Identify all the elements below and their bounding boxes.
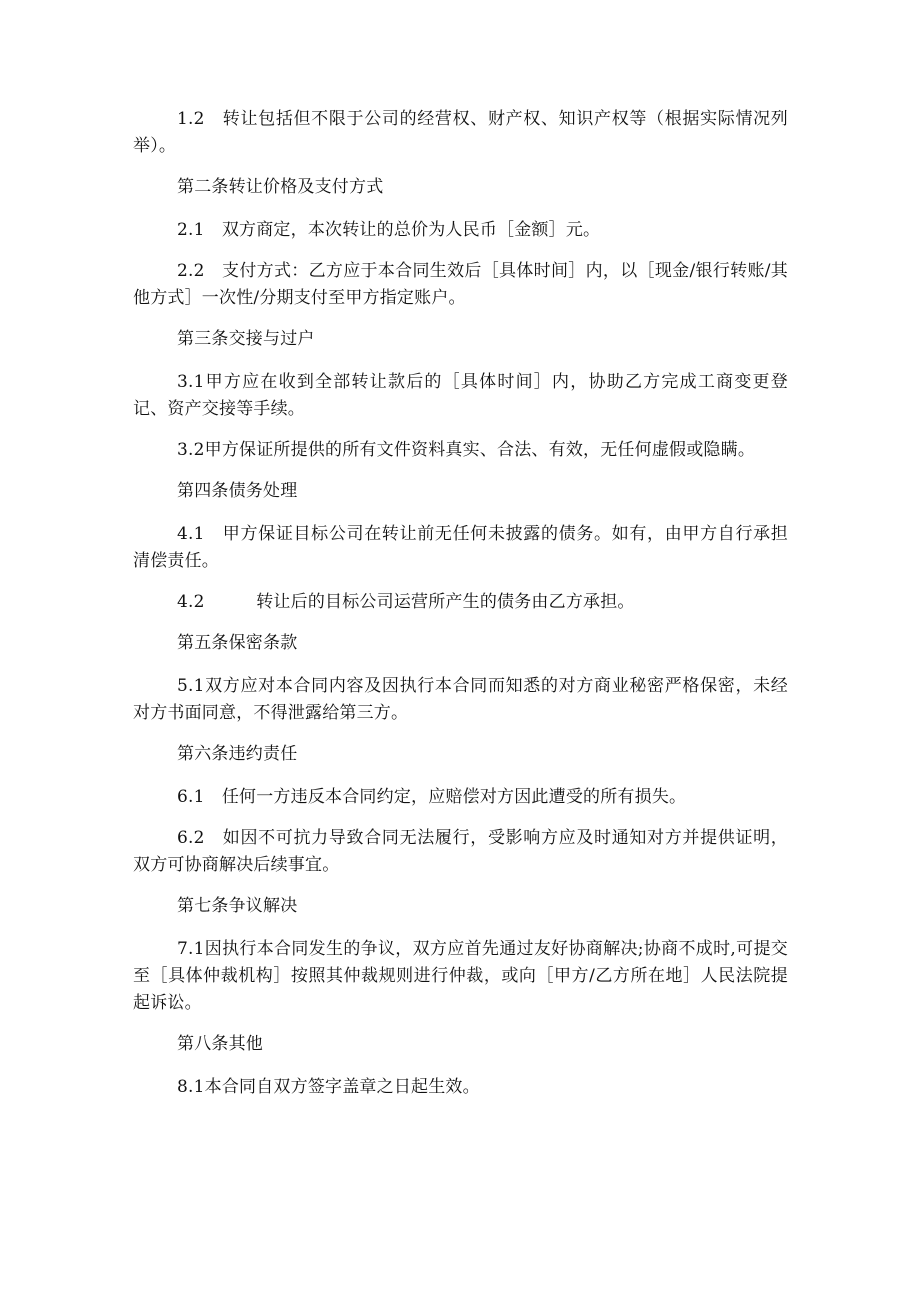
clause-4-2: 4.2 转让后的目标公司运营所产生的债务由乙方承担。 (177, 592, 635, 612)
clause-4-1: 4.1 甲方保证目标公司在转让前无任何未披露的债务。如有，由甲方自行承担清偿责任。 (133, 524, 788, 571)
clause-2-1: 2.1 双方商定，本次转让的总价为人民币［金额］元。 (177, 220, 601, 240)
clause-3-2: 3.2甲方保证所提供的所有文件资料真实、合法、有效，无任何虚假或隐瞒。 (177, 440, 756, 460)
clause-5-1: 5.1双方应对本合同内容及因执行本合同而知悉的对方商业秘密严格保密，未经对方书面同意，不得泄露给第三方。 (133, 676, 788, 723)
article-7-heading: 第七条争议解决 (177, 896, 298, 916)
contract-text (133, 106, 788, 1115)
clause-6-2: 6.2 如因不可抗力导致合同无法履行，受影响方应及时通知对方并提供证明，双方可协商解决后续事宜。 (133, 828, 788, 875)
clause-8-1: 8.1本合同自双方签字盖章之日起生效。 (177, 1077, 480, 1097)
article-6-heading: 第六条违约责任 (177, 744, 298, 764)
article-5-heading: 第五条保密条款 (177, 633, 298, 653)
article-8-heading: 第八条其他 (177, 1034, 263, 1054)
clause-1-2: 1.2 转让包括但不限于公司的经营权、财产权、知识产权等（根据实际情况列举）。 (133, 109, 788, 156)
article-3-heading: 第三条交接与过户 (177, 329, 315, 349)
article-2-heading: 第二条转让价格及支付方式 (177, 177, 384, 197)
clause-7-1: 7.1因执行本合同发生的争议，双方应首先通过友好协商解决;协商不成时,可提交至［具体仲裁机构］按照其仲裁规则进行仲裁，或向［甲方/乙方所在地］人民法院提起诉讼。 (133, 939, 788, 1013)
clause-2-2: 2.2 支付方式：乙方应于本合同生效后［具体时间］内，以［现金/银行转账/其他方式］一次性/分期支付至甲方指定账户。 (133, 261, 788, 308)
clause-3-1: 3.1甲方应在收到全部转让款后的［具体时间］内，协助乙方完成工商变更登记、资产交接等手续。 (133, 372, 788, 419)
article-4-heading: 第四条债务处理 (177, 481, 298, 501)
clause-6-1: 6.1 任何一方违反本合同约定，应赔偿对方因此遭受的所有损失。 (177, 787, 687, 807)
